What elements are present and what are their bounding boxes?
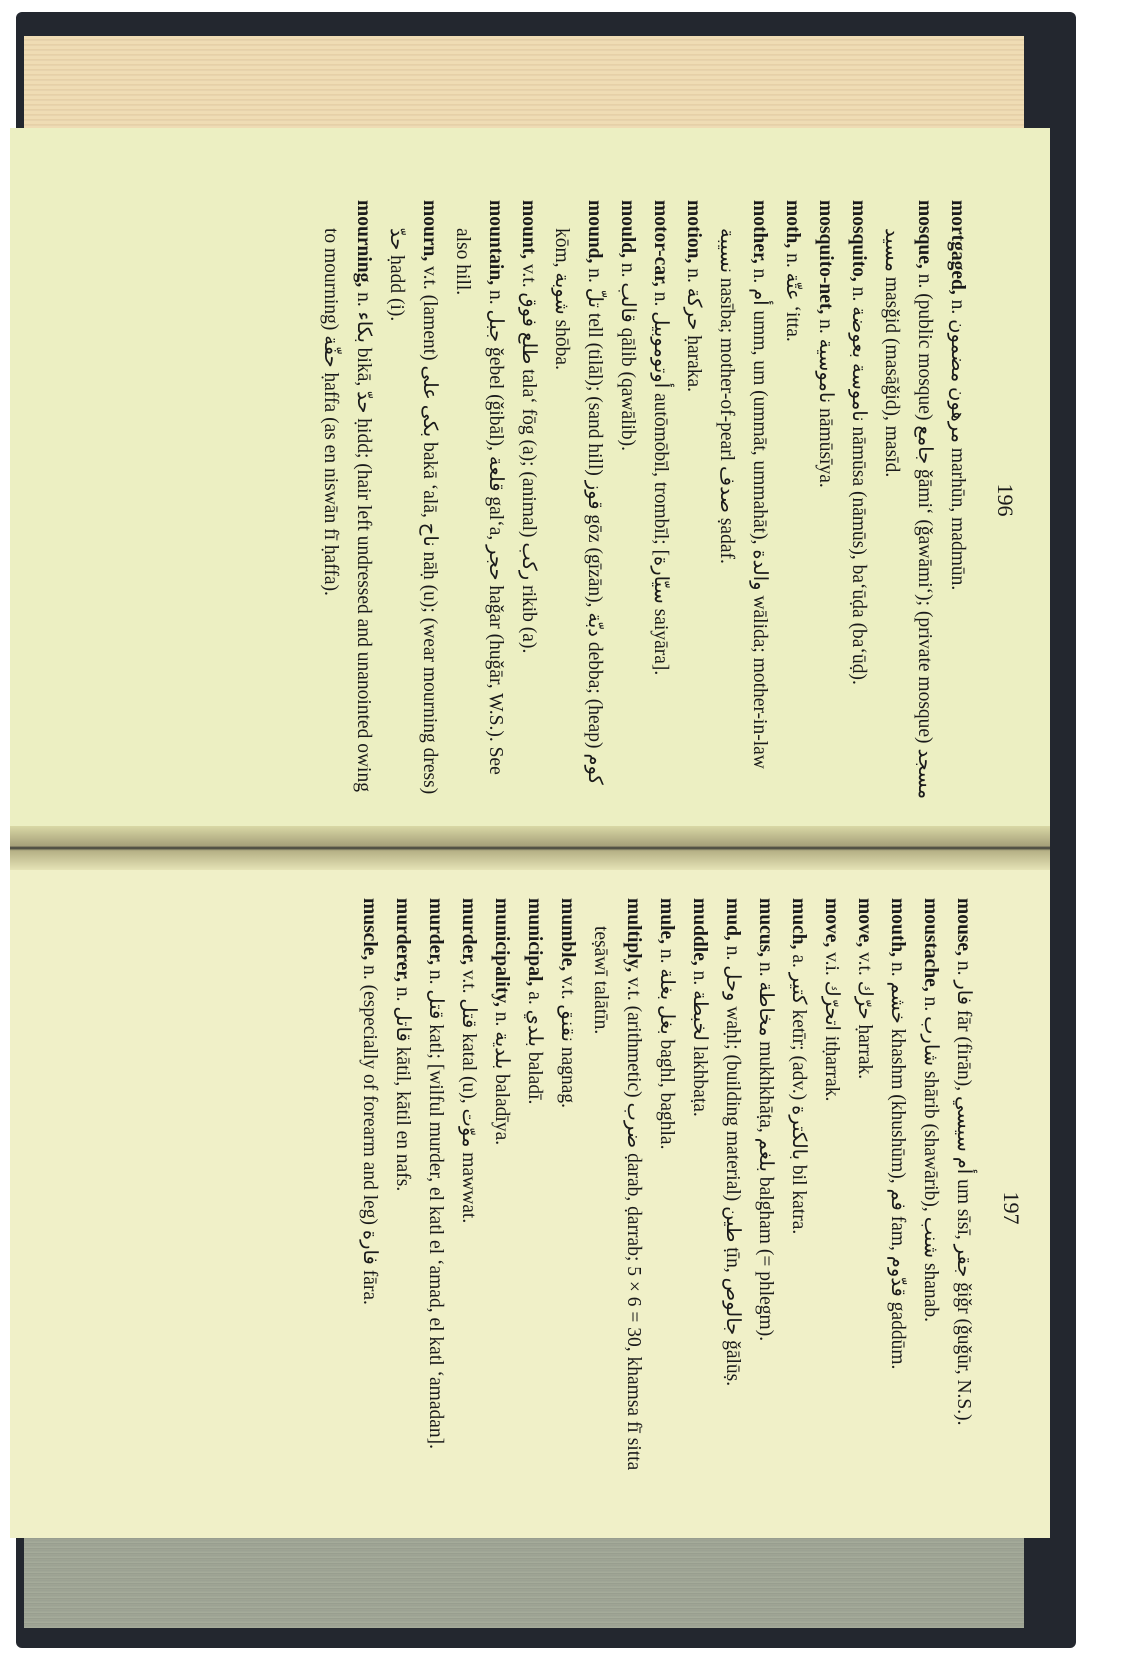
dictionary-entry <box>551 898 584 1518</box>
entry-headword: municipal, <box>524 898 545 987</box>
dictionary-entry <box>782 898 815 1518</box>
dictionary-entry <box>947 898 980 1518</box>
entry-headword: mud, <box>722 898 743 941</box>
entry-headword: mosquito, <box>848 200 869 282</box>
entry-headword: murderer, <box>392 898 413 982</box>
entry-headword: mosquito-net, <box>815 200 836 315</box>
entry-definition: v.t. (arithmetic) ضرب ḍarab, ḍarrab; 5 × 6 = 30, khamsa fī sitta teṣāwī talātīn. <box>590 926 644 1471</box>
dictionary-entry <box>419 898 452 1518</box>
entry-headword: mountain, <box>485 200 506 286</box>
entry-headword: moth, <box>782 200 803 249</box>
entry-definition: n. ناموسية nāmūsīya. <box>815 319 836 488</box>
entry-list <box>353 898 980 1518</box>
entry-definition: n. جبل ǧebel (ǧibāl), قلعة galʻa, حجر haǧar (huǧār, W.S.). See also hill. <box>452 228 506 775</box>
entry-definition: a. كتير ketīr; (adv.) بالكترة bil katra. <box>788 954 809 1235</box>
dictionary-entry <box>815 898 848 1518</box>
entry-definition: n. فار fār (firān), أم سيسي um sīsī, جقر ǧiǧr (ǧuǧūr, N.S.). <box>953 960 974 1426</box>
entry-definition: n. قتل katl; [wilful murder, el katl el ʻamad, el katl ʻamadan]. <box>425 969 446 1450</box>
entry-headword: muddle, <box>689 898 710 966</box>
page-number: 197 <box>999 1191 1024 1225</box>
entry-headword: move, <box>854 898 875 948</box>
entry-headword: municipality, <box>491 898 512 1007</box>
entry-headword: mount, <box>518 200 539 260</box>
entry-definition: n. وحل waḥl; (building material) طين ṭīn, جالوص ǧālūṣ. <box>722 945 743 1387</box>
entry-headword: mule, <box>656 898 677 945</box>
entry-definition: n. (public mosque) جامع ǧāmiʻ (ǧawāmiʻ); (private mosque) مسجد مسيد masǧid (masāǧid), masīd. <box>881 228 935 800</box>
dictionary-entry <box>644 200 677 800</box>
dictionary-entry <box>545 200 611 800</box>
entry-list <box>314 200 974 800</box>
entry-definition: n. مخاطة mukhkhāṭa, بلغم balgham (= phlegm). <box>755 961 776 1342</box>
dictionary-entry <box>446 200 512 800</box>
dictionary-entry <box>914 898 947 1518</box>
entry-definition: v.t. قتل katal (u), موّت mawwat. <box>458 969 479 1224</box>
entry-headword: mortgaged, <box>947 200 968 295</box>
entry-definition: n. ناموسة بعوضة nāmūsa (nāmūs), baʻūḍa (baʻūḍ). <box>848 286 869 685</box>
dictionary-entry <box>485 898 518 1518</box>
dictionary-entry <box>683 898 716 1518</box>
entry-headword: moustache, <box>920 898 941 992</box>
entry-headword: much, <box>788 898 809 950</box>
entry-definition: v.t. نقنق nagnag. <box>557 976 578 1109</box>
entry-headword: mouth, <box>887 898 908 958</box>
entry-headword: muscle, <box>359 898 380 961</box>
dictionary-entry <box>650 898 683 1518</box>
dictionary-entry <box>881 898 914 1518</box>
entry-definition: n. بلدية baladīya. <box>491 1011 512 1146</box>
entry-headword: mother, <box>749 200 770 264</box>
entry-definition: v.t. طلع فوق talaʻ fōg (a); (animal) ركب rikib (a). <box>518 263 539 654</box>
entry-definition: n. شارب shārib (shawārib), شنب shanab. <box>920 996 941 1322</box>
entry-definition: n. عتّة ʻitta. <box>782 253 803 342</box>
dictionary-entry <box>842 200 875 800</box>
dictionary-entry <box>716 898 749 1518</box>
entry-headword: mound, <box>584 200 605 264</box>
entry-definition: v.t. (lament) بكى على bakā ʻalā, ناح nāḥ (u); (wear mourning dress) حدّ ḥadd (i). <box>386 228 440 795</box>
entry-definition: n. حركة ḥaraka. <box>683 268 704 393</box>
entry-headword: mosque, <box>914 200 935 269</box>
entry-definition: n. أم umm, um (ummāt, ummahāt), والدة wālida; mother-in-law نسيبة nasība; mother-of-pearl صدف ṣadaf. <box>716 228 770 769</box>
entry-definition: v.i. اتحرّك itḥarrak. <box>821 952 842 1102</box>
entry-headword: murder, <box>458 898 479 965</box>
dictionary-entry <box>518 898 551 1518</box>
page-edges-bottom <box>24 1530 1024 1628</box>
dictionary-entry <box>314 200 380 800</box>
entry-headword: mourn, <box>419 200 440 262</box>
dictionary-entry <box>776 200 809 800</box>
entry-definition: n. قالب qālib (qawālib). <box>617 262 638 452</box>
dictionary-entry <box>386 898 419 1518</box>
dictionary-entry <box>512 200 545 800</box>
entry-definition: n. تلّ tell (tilāl); (sand hill) قوز gōz (gīzān), دبّة debba; (heap) كوم kōm, شوبة shōba. <box>551 228 605 785</box>
entry-definition: n. خشم khashm (khushūm), فم fam, قدّوم gaddūm. <box>887 961 908 1370</box>
dictionary-entry <box>749 898 782 1518</box>
dictionary-entry <box>353 898 386 1518</box>
dictionary-entry <box>710 200 776 800</box>
dictionary-entry <box>848 898 881 1518</box>
entry-definition: n. (especially of forearm and leg) فارة fāra. <box>359 965 380 1305</box>
dictionary-entry <box>875 200 941 800</box>
entry-headword: motion, <box>683 200 704 264</box>
entry-definition: n. بكاء bikā, حدّ ḥidd; (hair left undressed and unanointed owing to mourning) حفّة ḥaffa (as en niswān fī ḥaffa). <box>320 228 374 792</box>
page-number: 196 <box>993 483 1018 517</box>
entry-definition: n. بغل بغلة baghl, baghla. <box>656 948 677 1150</box>
entry-headword: mourning, <box>353 200 374 288</box>
dictionary-entry <box>584 898 650 1518</box>
entry-headword: motor-car, <box>650 200 671 287</box>
entry-headword: mouse, <box>953 898 974 956</box>
dictionary-entry <box>941 200 974 800</box>
entry-headword: move, <box>821 898 842 948</box>
dictionary-entry <box>380 200 446 800</box>
entry-headword: mucus, <box>755 898 776 958</box>
book-gutter <box>10 826 1050 870</box>
entry-definition: n. قاتل kātil, kātil en nafs. <box>392 986 413 1192</box>
dictionary-entry <box>611 200 644 800</box>
dictionary-entry <box>809 200 842 800</box>
dictionary-entry <box>677 200 710 800</box>
left-page-text <box>158 200 1018 800</box>
entry-definition: n. أوتوموبيل autōmōbīl, trombīl; [سيّارة saiyāra]. <box>650 291 671 676</box>
entry-definition: n. مرهون مضمون marhūn, madmūn. <box>947 299 968 591</box>
entry-definition: n. لخبطة lakhbaṭa. <box>689 970 710 1117</box>
entry-headword: murder, <box>425 898 446 965</box>
entry-definition: v.t. حرّك ḥarrak. <box>854 952 875 1080</box>
entry-headword: mould, <box>617 200 638 258</box>
right-page-text <box>144 898 1024 1518</box>
dictionary-entry <box>452 898 485 1518</box>
entry-definition: a. بلدي baladī. <box>524 991 545 1105</box>
entry-headword: multiply, <box>623 898 644 973</box>
entry-headword: mumble, <box>557 898 578 972</box>
